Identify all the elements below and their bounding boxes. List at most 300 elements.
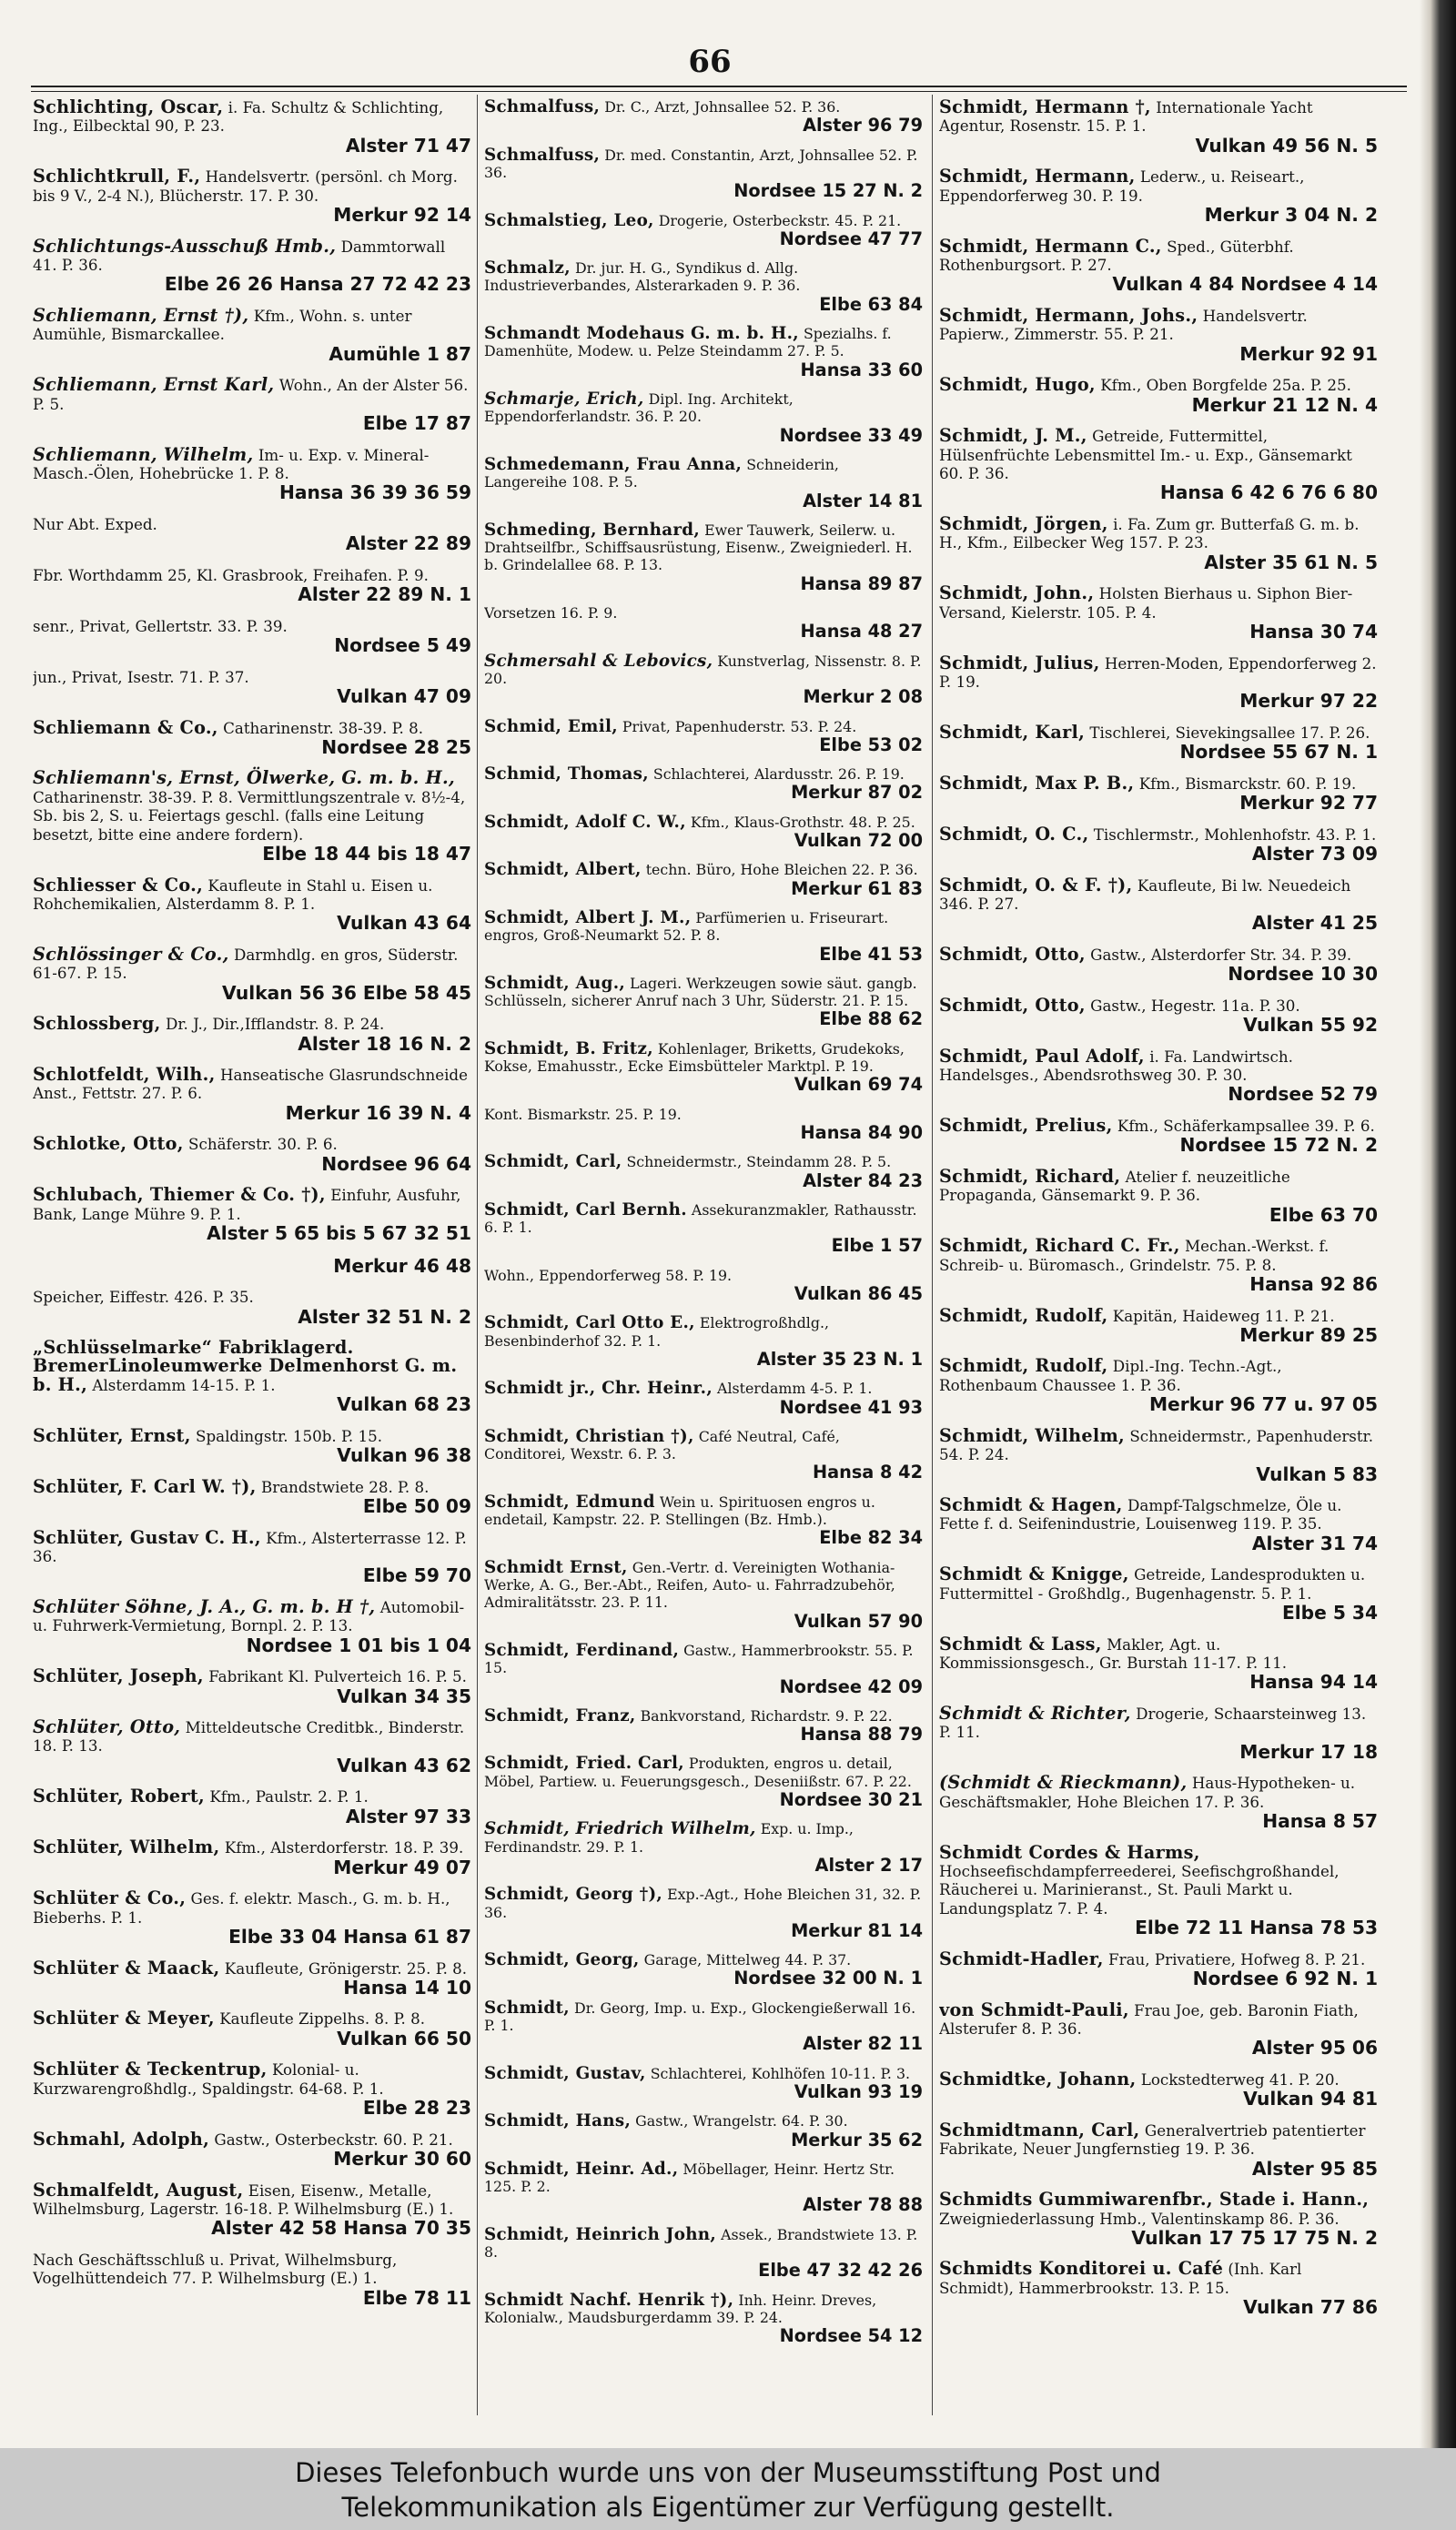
- entry-name: Schliemann, Ernst †),: [33, 304, 249, 326]
- entry-details: Handelsvertr. Papierw., Zimmerstr. 55. P. 21.: [939, 306, 1308, 344]
- entry-phone: Vulkan 55 92: [1243, 1014, 1378, 1037]
- listing-entry: [484, 456, 923, 512]
- entry-details: jun., Privat, Isestr. 71. P. 37.: [33, 667, 249, 686]
- entry-name: Schliemann, Wilhelm,: [33, 443, 254, 465]
- listing-entry: [33, 769, 471, 865]
- entry-details: Generalvertrieb patentierter Fabrikate, Neuer Jungfernstieg 19. P. 36.: [939, 2120, 1366, 2159]
- entry-name: Schmidt, Prelius,: [939, 1114, 1113, 1136]
- entry-details: Drogerie, Schaarsteinweg 13. P. 11.: [939, 1704, 1367, 1742]
- entry-name: Schlüter & Maack,: [33, 1957, 220, 1978]
- listing-entry: [484, 814, 923, 852]
- listing-entry: [484, 1040, 923, 1097]
- listing-entry: [33, 1475, 471, 1518]
- entry-phone: Hansa 6 42 6 76 6 80: [1159, 481, 1378, 504]
- listing-entry: [33, 2060, 471, 2120]
- entry-phone: Merkur 46 48: [333, 1254, 471, 1277]
- entry-name: Schmidt, Hermann †,: [939, 98, 1151, 117]
- entry-name: Schmidt, Paul Adolf,: [939, 1045, 1145, 1067]
- entry-details: Alsterdamm 4-5. P. 1.: [717, 1380, 873, 1398]
- entry-phone: Vulkan 43 64: [337, 912, 471, 935]
- entry-name: Schmersahl & Lebovics,: [484, 651, 713, 671]
- entry-details: Sped., Güterbhf. Rothenburgsort. P. 27.: [939, 237, 1294, 275]
- entry-phone: Alster 5 65 bis 5 67 32 51: [207, 1222, 471, 1245]
- entry-phone: Merkur 96 77 u. 97 05: [1148, 1393, 1378, 1416]
- listing-entry: [484, 604, 923, 643]
- entry-name: Schmalfuss,: [484, 145, 601, 165]
- entry-phone: Elbe 53 02: [819, 734, 923, 755]
- listing-entry: [33, 1526, 471, 1588]
- entry-details: Schneidermstr., Papenhuderstr. 54. P. 24.: [939, 1426, 1374, 1464]
- entry-details: Elektrogroßhdlg., Besenbinderhof 32. P. 1.: [484, 1314, 830, 1350]
- listing-entry: [939, 774, 1378, 815]
- listing-entry: [33, 668, 471, 708]
- entry-name: Schmidt Nachf. Henrik †),: [484, 2290, 734, 2310]
- entry-details: Dr. C., Arzt, Johnsallee 52. P. 36.: [604, 98, 841, 116]
- entry-name: Schlüter & Co.,: [33, 1887, 187, 1909]
- entry-name: Schmidt-Hadler,: [939, 1948, 1104, 1969]
- entry-phone: Alster 42 58 Hansa 70 35: [211, 2217, 471, 2240]
- entry-details: Privat, Papenhuderstr. 53. P. 24.: [622, 717, 857, 735]
- entry-details: Haus-Hypotheken- u. Geschäftsmakler, Hohe Bleichen 17. P. 36.: [939, 1774, 1356, 1811]
- entry-name: Schmidts Konditorei u. Café: [939, 2258, 1224, 2280]
- entry-phone: Alster 32 51 N. 2: [298, 1305, 471, 1328]
- entry-phone: Elbe 41 53: [819, 943, 923, 965]
- entry-name: Schmidt, Hugo,: [939, 374, 1096, 396]
- entry-details: Assek., Brandstwiete 13. P. 8.: [484, 2225, 918, 2262]
- entry-phone: Elbe 5 34: [1281, 1602, 1378, 1624]
- entry-name: Schmidt, Gustav,: [484, 2063, 646, 2083]
- entry-details: Mitteldeutsche Creditbk., Binderstr. 18. P. 13.: [33, 1718, 465, 1756]
- listing-entry: [33, 515, 471, 555]
- listing-entry: [484, 2161, 923, 2217]
- entry-details: Wohn., Eppendorferweg 58. P. 19.: [484, 1266, 733, 1284]
- entry-phone: Vulkan 5 83: [1256, 1462, 1378, 1485]
- entry-name: Schlotke, Otto,: [33, 1133, 184, 1155]
- entry-details: Vorsetzen 16. P. 9.: [484, 604, 618, 622]
- entry-details: Gastw., Hammerbrookstr. 55. P. 15.: [484, 1641, 914, 1677]
- entry-details: Frau, Privatiere, Hofweg 8. P. 21.: [1108, 1949, 1366, 1968]
- listing-entry: [939, 2191, 1378, 2250]
- entry-phone: Vulkan 4 84 Nordsee 4 14: [1112, 273, 1378, 296]
- entry-name: Schmalstieg, Leo,: [484, 210, 654, 230]
- entry-details: Schneiderin, Langereihe 108. P. 5.: [484, 455, 839, 491]
- listing-entry: [33, 2251, 471, 2310]
- entry-name: Schlüter, Gustav C. H.,: [33, 1526, 261, 1548]
- entry-name: Schmidt, Franz,: [484, 1705, 636, 1725]
- entry-name: Schmidts Gummiwarenfbr., Stade i. Hann.,: [939, 2189, 1370, 2211]
- entry-details: Wein u. Spirituosen engros u. endetail, Kampstr. 22. P. Stellingen (Bz. Hmb.).: [484, 1493, 875, 1529]
- entry-details: Ewer Tauwerk, Seilerw. u. Drahtseilfbr., Schiffsausrüstung, Eisenw., Zweigniederl. H. b. Grindelallee 68. P. 13.: [484, 521, 913, 574]
- entry-details: Lockstedterweg 41. P. 20.: [1140, 2070, 1340, 2089]
- listing-entry: [939, 1114, 1378, 1157]
- entry-details: Speicher, Eiffestr. 426. P. 35.: [33, 1288, 254, 1307]
- entry-name: Schmidt, Otto,: [939, 994, 1086, 1016]
- entry-details: Kaufleute, Bi lw. Neuedeich 346. P. 27.: [939, 875, 1351, 913]
- entry-details: techn. Büro, Hohe Bleichen 22. P. 36.: [645, 861, 918, 879]
- entry-details: Internationale Yacht Agentur, Rosenstr. 15. P. 1.: [939, 98, 1313, 136]
- entry-details: Schäferstr. 30. P. 6.: [188, 1135, 338, 1154]
- entry-phone: Merkur 92 91: [1239, 342, 1378, 365]
- entry-phone: Alster 84 23: [803, 1169, 923, 1191]
- listing-entry: [484, 259, 923, 316]
- entry-details: Holsten Bierhaus u. Siphon Bier-Versand, Kielerstr. 105. P. 4.: [939, 584, 1353, 622]
- listing-entry: [33, 1135, 471, 1175]
- listing-entry: [484, 718, 923, 756]
- entry-details: Tischlermstr., Mohlenhofstr. 43. P. 1.: [1093, 825, 1377, 844]
- entry-phone: Vulkan 93 19: [794, 2080, 923, 2102]
- listing-entry: [939, 1496, 1378, 1555]
- entry-phone: Merkur 17 18: [1239, 1740, 1378, 1763]
- entry-details: Dr. jur. H. G., Syndikus d. Allg. Industrieverbandes, Alsterarkaden 9. P. 36.: [484, 259, 801, 295]
- entry-phone: Elbe 63 84: [819, 293, 923, 315]
- entry-name: Schmidt, John.,: [939, 582, 1095, 604]
- entry-details: Café Neutral, Café, Conditorei, Wexstr. 6. P. 3.: [484, 1427, 840, 1463]
- entry-name: Schmidt, Rudolf,: [939, 1304, 1108, 1326]
- listing-entry: [33, 1066, 471, 1125]
- entry-phone: Hansa 94 14: [1249, 1671, 1378, 1694]
- entry-name: Schmidt, Christian †),: [484, 1426, 694, 1446]
- listing-entry: [484, 1201, 923, 1258]
- listing-entry: [484, 765, 923, 804]
- entry-details: Wohn., An der Alster 56. P. 5.: [33, 376, 469, 413]
- entry-phone: Merkur 16 39 N. 4: [285, 1101, 471, 1124]
- entry-name: Schmidt Ernst,: [484, 1557, 628, 1577]
- entry-name: Schmidt, Richard C. Fr.,: [939, 1235, 1180, 1257]
- entry-name: Schlichting, Oscar,: [33, 98, 224, 117]
- entry-details: Frau Joe, geb. Baronin Fiath, Alsterufer 8. P. 36.: [939, 2000, 1359, 2039]
- listing-entry: [484, 521, 923, 595]
- entry-name: Schmidt, Heinr. Ad.,: [484, 2159, 679, 2179]
- entry-details: Gastw., Osterbeckstr. 60. P. 21.: [214, 2130, 453, 2149]
- entry-details: Parfümerien u. Friseurart. engros, Groß-Neumarkt 52. P. 8.: [484, 908, 889, 945]
- entry-phone: Alster 71 47: [345, 134, 471, 157]
- listing-entry: [33, 1787, 471, 1827]
- entry-details: Einfuhr, Ausfuhr, Bank, Lange Mühre 9. P. 1.: [33, 1186, 461, 1223]
- entry-name: Schmidt, B. Fritz,: [484, 1038, 653, 1058]
- listing-entry: [484, 390, 923, 447]
- listing-entry: [939, 512, 1378, 574]
- entry-phone: Alster 35 61 N. 5: [1204, 551, 1378, 573]
- entry-name: Schmidt, Georg †),: [484, 1885, 663, 1905]
- listing-entry: [484, 1999, 923, 2056]
- entry-phone: Alster 18 16 N. 2: [298, 1032, 471, 1055]
- entry-details: Getreide, Futtermittel, Hülsenfrüchte Lebensmittel Im.- u. Exp., Gänsemarkt 60. P. 36.: [939, 427, 1352, 482]
- entry-phone: Vulkan 86 45: [794, 1283, 923, 1305]
- listing-entry: [939, 1841, 1378, 1940]
- entry-details: Kolonial- u. Kurzwarengroßhdlg., Spaldingstr. 64-68. P. 1.: [33, 2060, 384, 2098]
- listing-entry: [939, 943, 1378, 986]
- entry-phone: Alster 35 23 N. 1: [756, 1348, 923, 1370]
- listing-entry: [484, 1267, 923, 1305]
- entry-details: Kfm., Bismarckstr. 60. P. 19.: [1138, 774, 1357, 793]
- listing-entry: [939, 427, 1378, 504]
- entry-details: Herren-Moden, Eppendorferweg 2. P. 19.: [939, 653, 1377, 691]
- entry-name: Schmidtmann, Carl,: [939, 2119, 1140, 2140]
- listing-entry: [939, 98, 1378, 157]
- listing-entry: [939, 304, 1378, 366]
- listing-entry: [33, 617, 471, 657]
- entry-phone: Elbe 33 04 Hansa 61 87: [228, 1926, 471, 1948]
- entry-name: Schlichtungs-Ausschuß Hmb.,: [33, 235, 337, 257]
- entry-details: Gastw., Wrangelstr. 64. P. 30.: [635, 2112, 848, 2130]
- entry-phone: Vulkan 69 74: [794, 1074, 923, 1096]
- entry-details: Dr. Georg, Imp. u. Exp., Glockengießerwall 16. P. 1.: [484, 1999, 916, 2035]
- footer-line-1: Dieses Telefonbuch wurde uns von der Museumsstiftung Post und: [295, 2457, 1161, 2488]
- listing-entry: [939, 2260, 1378, 2319]
- listing-entry: [33, 1015, 471, 1055]
- entry-details: Dampf-Talgschmelze, Öle u. Fette f. d. Seifenindustrie, Louisenweg 119. P. 35.: [939, 1496, 1342, 1533]
- entry-name: Schmidt, Hans,: [484, 2111, 632, 2131]
- listing-entry: [33, 1667, 471, 1707]
- listing-entry: [939, 584, 1378, 643]
- entry-name: Schmidt & Hagen,: [939, 1494, 1123, 1516]
- listing-entry: [939, 1635, 1378, 1695]
- entry-phone: Elbe 18 44 bis 18 47: [262, 843, 471, 865]
- listing-entry: [484, 325, 923, 381]
- listing-entry: [484, 212, 923, 250]
- entry-details: Brandstwiete 28. P. 8.: [260, 1477, 430, 1496]
- entry-phone: Merkur 92 77: [1239, 792, 1378, 815]
- entry-name: Schliemann, Ernst Karl,: [33, 374, 275, 396]
- entry-details: Catharinenstr. 38-39. P. 8. Vermittlungszentrale v. 8½-4, Sb. bis 2, S. u. Feiertags geschl. (falls eine Leitung besetzt, bitte eine andere fordern).: [33, 787, 466, 844]
- entry-name: Schliemann & Co.,: [33, 716, 218, 738]
- entry-phone: Nordsee 15 27 N. 2: [733, 180, 923, 202]
- listing-column-3: [939, 98, 1378, 2414]
- entry-phone: Hansa 30 74: [1249, 621, 1378, 643]
- column-divider: [932, 95, 933, 2415]
- page-number: 66: [688, 44, 732, 80]
- entry-phone: Vulkan 68 23: [337, 1393, 471, 1416]
- entry-name: Schliesser & Co.,: [33, 874, 204, 896]
- entry-phone: Nordsee 5 49: [334, 634, 471, 657]
- entry-phone: Vulkan 49 56 N. 5: [1195, 134, 1378, 157]
- entry-phone: Elbe 17 87: [362, 412, 471, 435]
- entry-name: Schmidt, Julius,: [939, 652, 1100, 673]
- entry-name: Schmid, Emil,: [484, 716, 618, 736]
- column-divider: [477, 95, 478, 2415]
- entry-name: Schmidt, Carl Bernh.: [484, 1199, 687, 1219]
- entry-name: Schmidt, Ferdinand,: [484, 1640, 680, 1660]
- listing-entry: [33, 1186, 471, 1245]
- entry-phone: Vulkan 56 36 Elbe 58 45: [222, 981, 471, 1004]
- header-rule-thin: [31, 91, 1407, 92]
- listing-entry: [939, 167, 1378, 227]
- listing-entry: [484, 2065, 923, 2103]
- entry-name: Schmidt, Richard,: [939, 1165, 1121, 1187]
- listing-entry: [939, 876, 1378, 936]
- entry-details: (Inh. Karl Schmidt), Hammerbrookstr. 13. P. 15.: [939, 2260, 1302, 2297]
- entry-details: Gastw., Hegestr. 11a. P. 30.: [1090, 996, 1300, 1015]
- entry-name: Schmedemann, Frau Anna,: [484, 454, 743, 474]
- entry-details: Alsterdamm 14-15. P. 1.: [92, 1375, 276, 1394]
- book-spine-shadow: [1420, 0, 1456, 2448]
- entry-phone: Elbe 88 62: [819, 1008, 923, 1030]
- listing-entry: [33, 1889, 471, 1948]
- entry-details: Kapitän, Haideweg 11. P. 21.: [1112, 1306, 1335, 1325]
- listing-entry: [484, 1380, 923, 1418]
- listing-entry: [484, 909, 923, 966]
- entry-details: Kunstverlag, Nissenstr. 8. P. 20.: [484, 652, 922, 687]
- entry-name: Schmidt & Lass,: [939, 1633, 1102, 1655]
- listing-entry: [939, 1702, 1378, 1764]
- listing-entry: [33, 1288, 471, 1328]
- entry-phone: Alster 82 11: [803, 2033, 923, 2055]
- listing-entry: [939, 825, 1378, 865]
- entry-details: Kfm., Oben Borgfelde 25a. P. 25.: [1100, 376, 1351, 395]
- entry-phone: Merkur 61 83: [791, 877, 923, 899]
- listing-entry: [939, 1357, 1378, 1416]
- entry-name: Schmalfuss,: [484, 98, 601, 116]
- listing-entry: [33, 376, 471, 435]
- entry-name: Schmidt & Richter,: [939, 1702, 1131, 1724]
- listing-entry: [939, 1047, 1378, 1107]
- entry-name: Schmidt, O. C.,: [939, 823, 1089, 845]
- entry-name: Schmidt, Karl,: [939, 721, 1086, 743]
- listing-entry: [33, 943, 471, 1005]
- listing-entry: [484, 653, 923, 709]
- listing-entry: [484, 1707, 923, 1746]
- entry-name: Schmidt jr., Chr. Heinr.,: [484, 1379, 713, 1399]
- entry-name: Schmalz,: [484, 258, 571, 278]
- entry-details: Produkten, engros u. detail, Möbel, Partiew. u. Feuerungsgesch., Deseniißstr. 67. P. 22.: [484, 1755, 912, 1790]
- entry-phone: Merkur 21 12 N. 4: [1191, 393, 1378, 416]
- entry-phone: Aumühle 1 87: [329, 342, 471, 365]
- entry-name: Schlüter, Otto,: [33, 1716, 181, 1738]
- entry-name: Schmidt, Max P. B.,: [939, 772, 1135, 794]
- listing-entry: [33, 716, 471, 759]
- entry-name: (Schmidt & Rieckmann),: [939, 1772, 1188, 1794]
- entry-name: Schmidt, Heinrich John,: [484, 2224, 717, 2244]
- entry-details: Kfm., Alsterdorferstr. 18. P. 39.: [224, 1838, 464, 1857]
- entry-phone: Merkur 3 04 N. 2: [1204, 204, 1378, 227]
- entry-name: Schlüter, Joseph,: [33, 1665, 204, 1687]
- entry-phone: Merkur 81 14: [791, 1919, 923, 1941]
- entry-name: Schmidt,: [484, 1998, 570, 2018]
- entry-details: Dr. med. Constantin, Arzt, Johnsallee 52. P. 36.: [484, 146, 918, 181]
- entry-phone: Vulkan 66 50: [337, 2027, 471, 2049]
- entry-details: i. Fa. Schultz & Schlichting, Ing., Eilbecktal 90, P. 23.: [33, 98, 444, 136]
- entry-details: i. Fa. Landwirtsch. Handelsges., Abendsrothsweg 30. P. 30.: [939, 1047, 1293, 1085]
- entry-phone: Hansa 92 86: [1249, 1273, 1378, 1295]
- entry-details: Schlachterei, Alardusstr. 26. P. 19.: [652, 765, 905, 784]
- entry-details: Kfm., Wohn. s. unter Aumühle, Bismarckallee.: [33, 306, 412, 344]
- entry-details: Kaufleute Zippelhs. 8. P. 8.: [219, 2009, 426, 2029]
- entry-details: i. Fa. Zum gr. Butterfaß G. m. b. H., Kfm., Eilbecker Weg 157. P. 23.: [939, 514, 1360, 552]
- listing-entry: [484, 1642, 923, 1698]
- listing-entry: [484, 1106, 923, 1144]
- entry-phone: Hansa 88 79: [800, 1724, 923, 1746]
- header-rule: [31, 86, 1407, 87]
- entry-phone: Hansa 8 42: [812, 1462, 923, 1483]
- entry-name: Schlotfeldt, Wilh.,: [33, 1064, 216, 1086]
- entry-phone: Hansa 89 87: [800, 572, 923, 594]
- entry-phone: Hansa 33 60: [800, 359, 923, 380]
- entry-phone: Alster 2 17: [814, 1854, 923, 1876]
- listing-entry: [939, 2121, 1378, 2181]
- listing-entry: [484, 861, 923, 899]
- listing-entry: [939, 376, 1378, 416]
- listing-entry: [484, 1886, 923, 1942]
- listing-entry: [484, 2226, 923, 2282]
- listing-entry: [484, 1314, 923, 1371]
- entry-name: Schmidt, Hermann, Johs.,: [939, 304, 1198, 326]
- entry-phone: Vulkan 96 38: [337, 1444, 471, 1467]
- entry-phone: Merkur 30 60: [333, 2148, 471, 2171]
- entry-phone: Merkur 89 25: [1239, 1323, 1378, 1346]
- entry-details: Getreide, Landesprodukten u. Futtermittel - Großhdlg., Bugenhagenstr. 5. P. 1.: [939, 1565, 1366, 1603]
- listing-entry: [484, 2292, 923, 2348]
- entry-details: Kfm., Klaus-Grothstr. 48. P. 25.: [690, 813, 915, 831]
- entry-phone: Vulkan 17 75 17 75 N. 2: [1131, 2226, 1378, 2249]
- entry-details: Kohlenlager, Briketts, Grudekoks, Kokse, Emahusstr., Ecke Eimsbütteler Marktpl. P. 19.: [484, 1039, 905, 1076]
- listing-entry: [484, 1493, 923, 1550]
- entry-name: Schmidt, Albert,: [484, 860, 642, 880]
- entry-details: Kont. Bismarkstr. 25. P. 19.: [484, 1105, 682, 1123]
- listing-entry: [33, 566, 471, 606]
- entry-phone: Vulkan 94 81: [1243, 2088, 1378, 2110]
- entry-phone: Nordsee 42 09: [779, 1675, 923, 1697]
- entry-name: Schmidt, Wilhelm,: [939, 1424, 1126, 1446]
- entry-phone: Nordsee 32 00 N. 1: [733, 1968, 923, 1989]
- listing-entry: [484, 1559, 923, 1633]
- listing-entry: [939, 1950, 1378, 1990]
- entry-details: Fabrikant Kl. Pulverteich 16. P. 5.: [208, 1667, 467, 1686]
- entry-details: Atelier f. neuzeitliche Propaganda, Gänsemarkt 9. P. 36.: [939, 1167, 1290, 1205]
- entry-name: Schmarje, Erich,: [484, 389, 644, 409]
- entry-name: Schmidt, Adolf C. W.,: [484, 812, 686, 832]
- entry-phone: Alster 96 79: [803, 115, 923, 137]
- entry-phone: Hansa 8 57: [1262, 1810, 1378, 1833]
- entry-phone: Nordsee 15 72 N. 2: [1179, 1134, 1378, 1157]
- entry-phone: Merkur 87 02: [791, 782, 923, 804]
- entry-details: Makler, Agt. u. Kommissionsgesch., Gr. Burstah 11-17. P. 11.: [939, 1634, 1288, 1673]
- footer-notice: [0, 2448, 1456, 2530]
- listing-entry: [484, 98, 923, 137]
- entry-phone: Alster 95 06: [1251, 2037, 1378, 2059]
- entry-name: Schlüter, Robert,: [33, 1786, 205, 1807]
- listing-entry: [484, 147, 923, 203]
- entry-name: Schmidt Cordes & Harms,: [939, 1841, 1200, 1863]
- entry-name: Schlichtkrull, F.,: [33, 166, 201, 187]
- entry-details: Assekuranzmakler, Rathausstr. 6. P. 1.: [484, 1200, 917, 1237]
- listing-entry: [939, 721, 1378, 764]
- entry-phone: Alster 97 33: [345, 1805, 471, 1827]
- entry-name: Schlüter & Meyer,: [33, 2008, 215, 2029]
- entry-details: Schlachterei, Kohlhöfen 10-11. P. 3.: [650, 2064, 911, 2082]
- listing-entry: [484, 1428, 923, 1484]
- footer-line-2: Telekommunikation als Eigentümer zur Verfügung gestellt.: [341, 2492, 1115, 2523]
- entry-details: Handelsvertr. (persönl. ch Morg. bis 9 V., 2-4 N.), Blücherstr. 17. P. 30.: [33, 167, 458, 205]
- listing-entry: [939, 2001, 1378, 2060]
- entry-phone: Elbe 50 09: [362, 1495, 471, 1518]
- entry-details: Dipl. Ing. Architekt, Eppendorferlandstr. 36. P. 20.: [484, 390, 794, 426]
- entry-details: Hochseefischdampferreederei, Seefischgroßhandel, Räucherei u. Marinieranst., St. Pauli Markt u. Landungsplatz 7. P. 4.: [939, 1862, 1340, 1918]
- listing-entry: [484, 1755, 923, 1811]
- entry-details: Drogerie, Osterbeckstr. 45. P. 21.: [658, 211, 902, 229]
- listing-entry: [939, 1237, 1378, 1296]
- entry-name: Schmidt, Carl Otto E.,: [484, 1313, 695, 1333]
- entry-name: Schmidt, Georg,: [484, 1950, 640, 1970]
- entry-details: Kaufleute in Stahl u. Eisen u. Rohchemikalien, Alsterdamm 8. P. 1.: [33, 875, 433, 913]
- entry-details: Lederw., u. Reiseart., Eppendorferweg 30. P. 19.: [939, 167, 1305, 205]
- entry-phone: Vulkan 47 09: [337, 685, 471, 707]
- entry-phone: Nordsee 30 21: [779, 1789, 923, 1811]
- entry-phone: Elbe 1 57: [831, 1235, 923, 1257]
- entry-details: Kfm., Alsterterrasse 12. P. 36.: [33, 1528, 467, 1565]
- entry-details: Exp. u. Imp., Ferdinandstr. 29. P. 1.: [484, 1820, 854, 1856]
- entry-phone: Merkur 97 22: [1239, 690, 1378, 713]
- listing-entry: [33, 876, 471, 936]
